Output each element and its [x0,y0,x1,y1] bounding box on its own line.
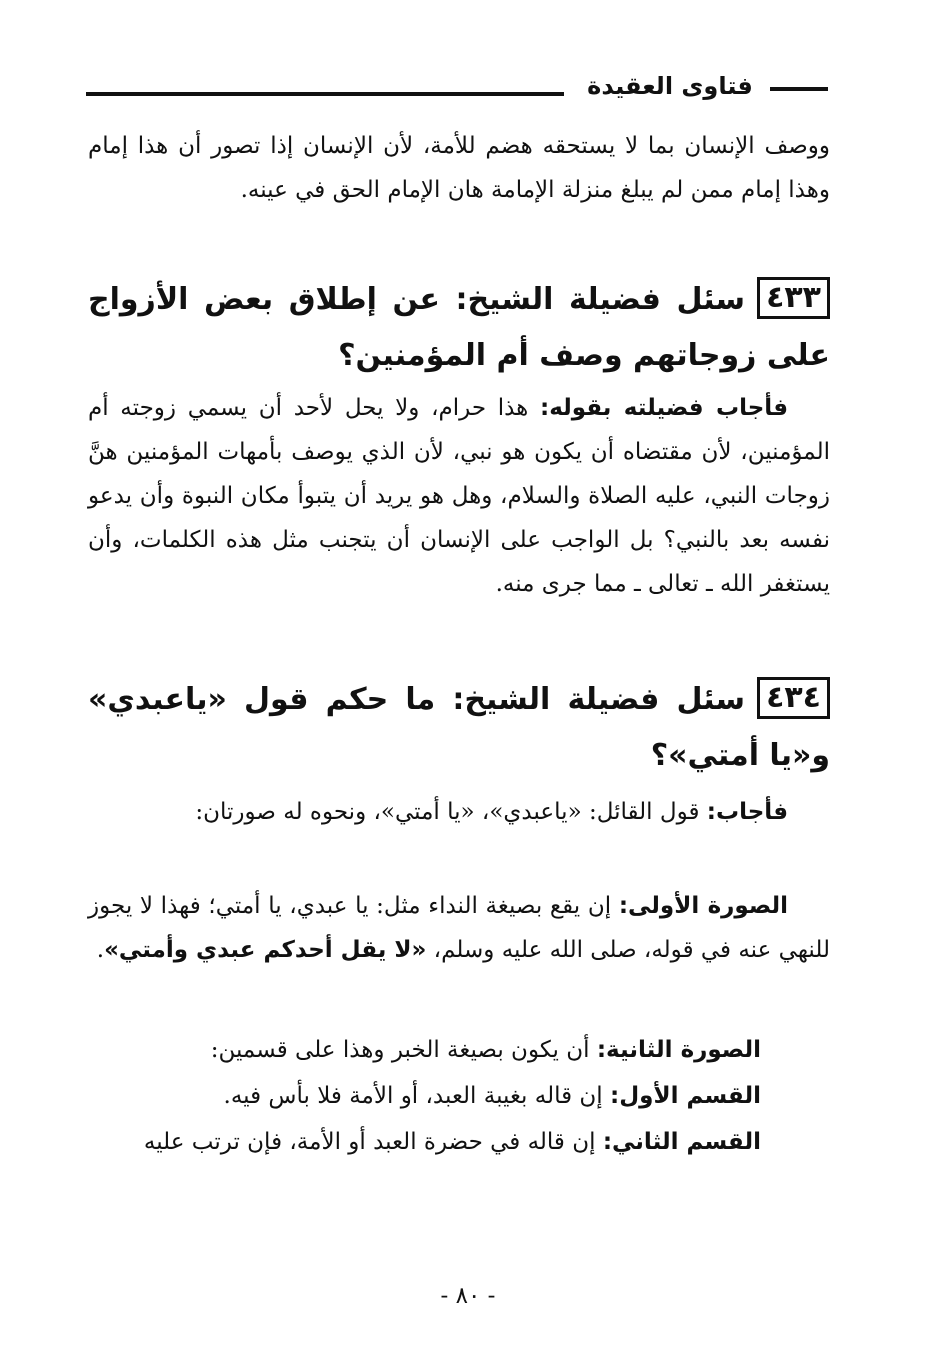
form-1-paragraph [88,884,830,972]
part-2-line [144,1120,761,1164]
part-2-label: القسم الثاني: [602,1129,761,1155]
form-1-text: إن يقع بصيغة النداء مثل: يا عبدي، يا أمتي؛ فهذا لا يجوز للنهي عنه في قوله، صلى الله عليه وسلم، [88,893,830,963]
question-434-heading [88,672,830,784]
answer-434-text: قول القائل: «ياعبدي»، «يا أمتي»، ونحوه له صورتان: [195,799,700,825]
header-rule [770,87,828,91]
answer-433-lead: فأجاب فضيلته بقوله: [540,395,789,421]
answer-433-text: هذا حرام، ولا يحل لأحد أن يسمي زوجته أم المؤمنين، لأن مقتضاه أن يكون هو نبي، لأن الذي يوصف بأمهات المؤمنين هنَّ زوجات النبي، عليه الصلاة والسلام، وهل هو يريد أن يتبوأ مكان النبوة وأن يدعو نفسه بعد بالنبي؟ بل الواجب على الإنسان أن يتجنب مثل هذه الكلمات، وأن يستغفر الله ـ تعالى ـ مما جرى منه. [88,395,830,597]
part-2-text: إن قاله في حضرة العبد أو الأمة، فإن ترتب عليه [143,1129,596,1155]
form-2-text: أن يكون بصيغة الخبر وهذا على قسمين: [210,1037,590,1063]
part-1-text: إن قاله بغيبة العبد، أو الأمة فلا بأس فيه. [223,1083,603,1109]
question-433-heading [88,272,830,384]
form-1-end: . [96,937,105,963]
answer-433-paragraph [88,386,830,606]
fatwa-number-box: ٤٣٤ [757,677,830,719]
page-number: - ٨٠ - [440,1283,496,1309]
form-1-hadith: «لا يقل أحدكم عبدي وأمتي» [104,937,427,963]
part-1-label: القسم الأول: [610,1083,761,1109]
form-1-label: الصورة الأولى: [618,893,789,919]
form-2-label: الصورة الثانية: [596,1037,761,1063]
answer-434-lead: فأجاب: [706,799,788,825]
fatwa-number-box: ٤٣٣ [757,277,830,319]
question-433-text: سئل فضيلة الشيخ: عن إطلاق بعض الأزواج على زوجاتهم وصف أم المؤمنين؟ [88,282,830,373]
intro-paragraph: ووصف الإنسان بما لا يستحقه هضم للأمة، لأن الإنسان إذا تصور أن هذا إمام وهذا إمام ممن لم يبلغ منزلة الإمامة هان الإمام الحق في عينه. [88,133,830,203]
header-rule [86,92,564,96]
answer-434-paragraph [88,790,830,834]
form-2-line [211,1028,761,1072]
running-header-title: فتاوى العقيدة [587,72,753,100]
question-434-text: سئل فضيلة الشيخ: ما حكم قول «ياعبدي» و«يا أمتي»؟ [88,682,830,773]
part-1-line [224,1074,761,1118]
